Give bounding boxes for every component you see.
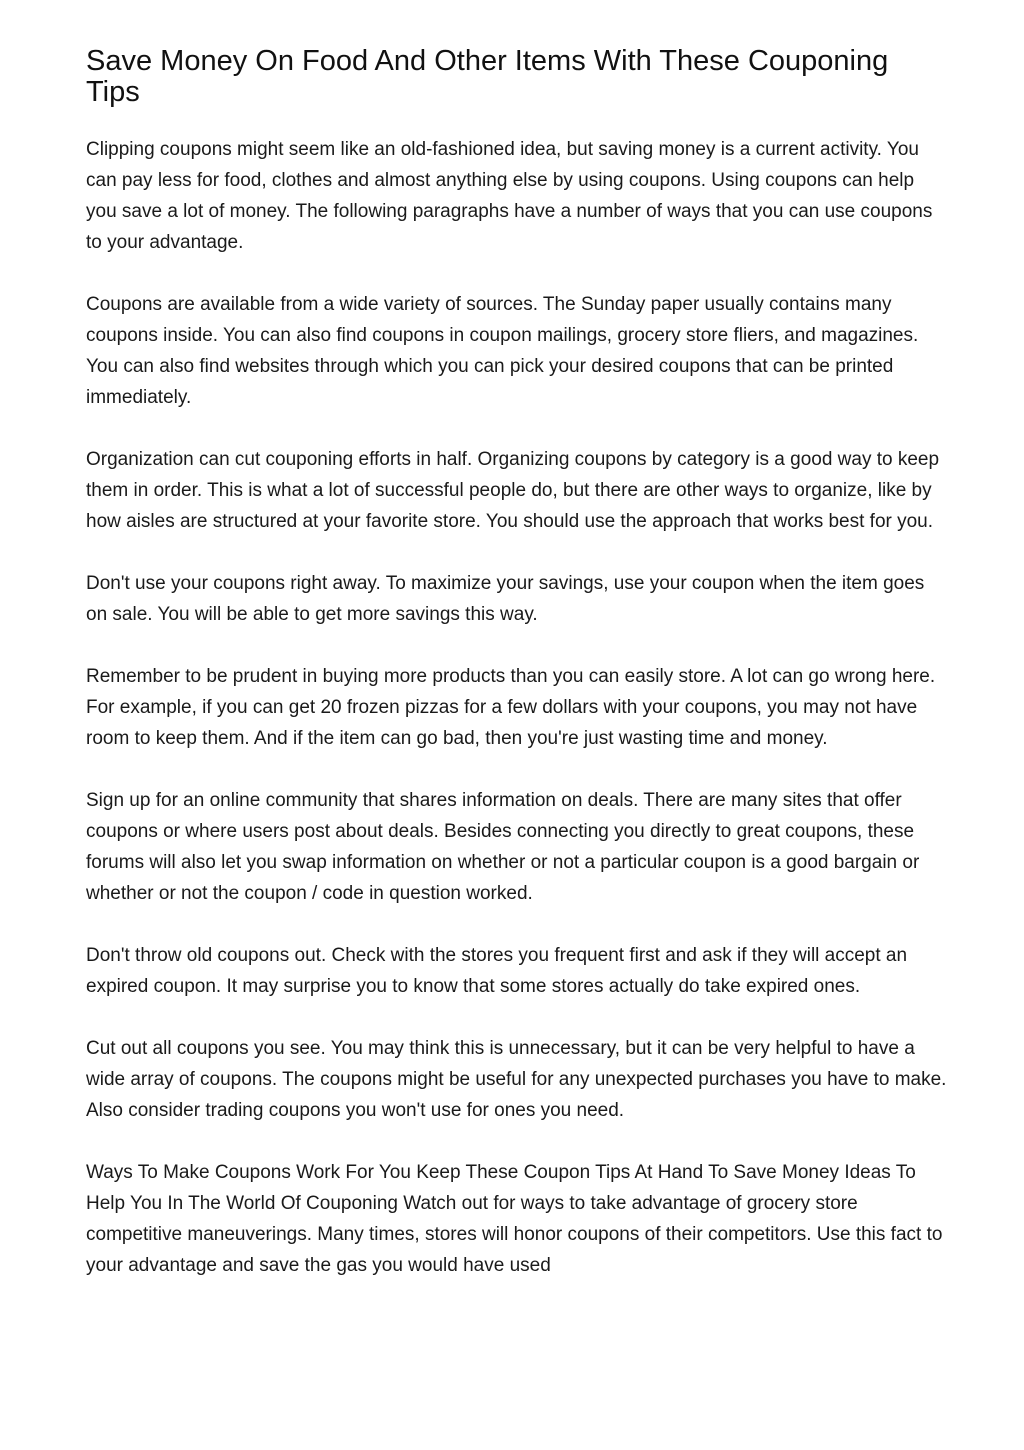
paragraph-8: Cut out all coupons you see. You may think this is unnecessary, but it can be very helpful to have a wide array of coupons. The coupons might be useful for any unexpected purchases you have to make. Also consider trading coupons you won't use for ones you need.	[86, 1038, 947, 1121]
document-page	[86, 46, 948, 1281]
paragraph-1: Clipping coupons might seem like an old-fashioned idea, but saving money is a current activity. You can pay less for food, clothes and almost anything else by using coupons. Using coupons can help you save a lot of money. The following paragraphs have a number of ways that you can use coupons to your advantage.	[86, 139, 933, 253]
paragraph-2: Coupons are available from a wide variety of sources. The Sunday paper usually contains many coupons inside. You can also find coupons in coupon mailings, grocery store fliers, and magazines. You can also find websites through which you can pick your desired coupons that can be printed immediately.	[86, 294, 919, 408]
document-title: Save Money On Food And Other Items With These Couponing Tips	[86, 45, 889, 108]
paragraph-4: Don't use your coupons right away. To maximize your savings, use your coupon when the item goes on sale. You will be able to get more savings this way.	[86, 573, 925, 625]
paragraph-5: Remember to be prudent in buying more products than you can easily store. A lot can go wrong here. For example, if you can get 20 frozen pizzas for a few dollars with your coupons, you may not have room to keep them. And if the item can go bad, then you're just wasting time and money.	[86, 666, 936, 749]
paragraph-7: Don't throw old coupons out. Check with the stores you frequent first and ask if they will accept an expired coupon. It may surprise you to know that some stores actually do take expired ones.	[86, 945, 908, 997]
paragraph-9: Ways To Make Coupons Work For You Keep These Coupon Tips At Hand To Save Money Ideas To Help You In The World Of Couponing Watch out for ways to take advantage of grocery store competitive maneuverings. Many times, stores will honor coupons of their competitors. Use this fact to your advantage and save the gas you would have used	[86, 1162, 943, 1276]
paragraph-6: Sign up for an online community that shares information on deals. There are many sites that offer coupons or where users post about deals. Besides connecting you directly to great coupons, these forums will also let you swap information on whether or not a particular coupon is a good bargain or whether or not the coupon / code in question worked.	[86, 790, 920, 904]
paragraph-3: Organization can cut couponing efforts in half. Organizing coupons by category is a good way to keep them in order. This is what a lot of successful people do, but there are other ways to organize, like by how aisles are structured at your favorite store. You should use the approach that works best for you.	[86, 449, 940, 532]
